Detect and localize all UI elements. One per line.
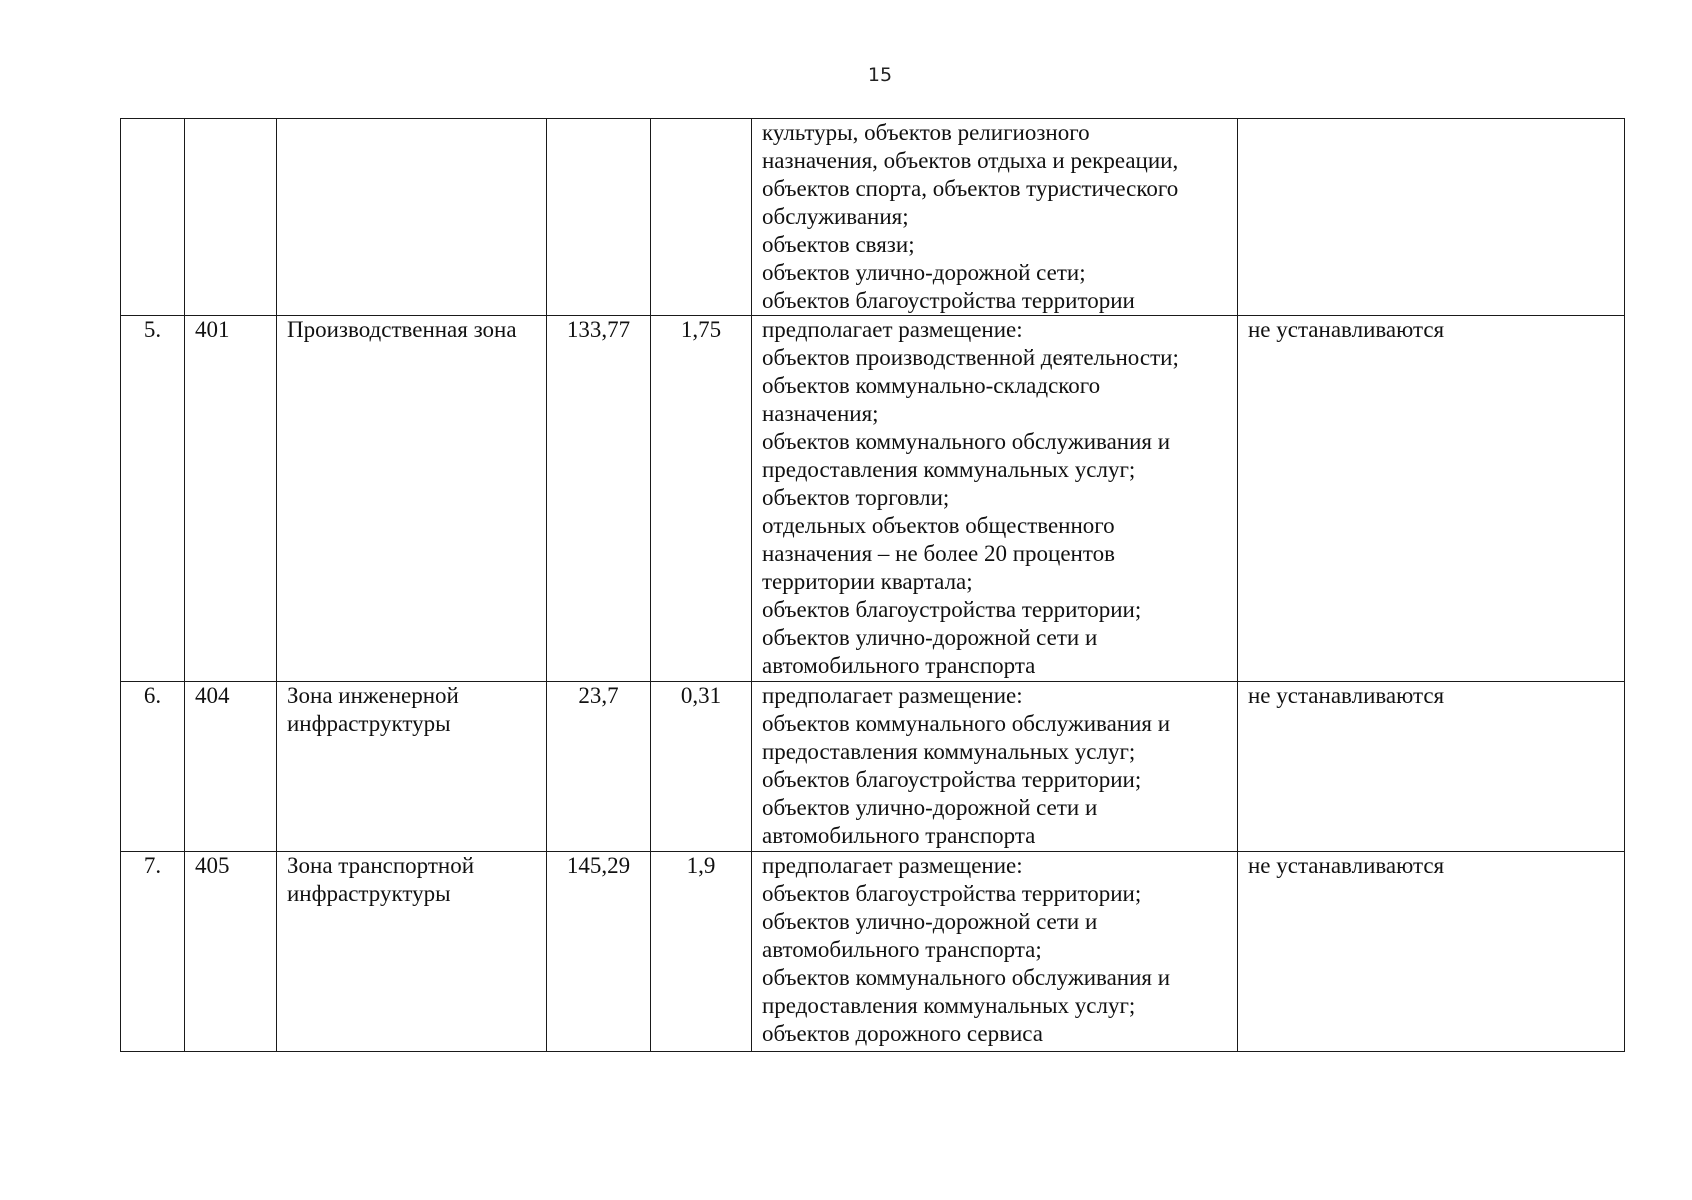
permitted-use-line: предполагает размещение: (762, 853, 1023, 878)
permitted-use-line: назначения; (762, 401, 879, 426)
permitted-uses-cell (752, 316, 1238, 682)
zone-code-cell (185, 119, 277, 316)
zone-code-cell: 404 (185, 682, 277, 852)
permitted-use-line: автомобильного транспорта; (762, 937, 1042, 962)
table-row (121, 119, 1625, 316)
area-cell: 133,77 (547, 316, 651, 682)
permitted-use-line: обслуживания; (762, 204, 909, 229)
permitted-use-line: предполагает размещение: (762, 683, 1023, 708)
restrictions-cell: не устанавливаются (1238, 852, 1625, 1052)
permitted-use-line: объектов спорта, объектов туристического (762, 176, 1179, 201)
permitted-use-line: предоставления коммунальных услуг; (762, 457, 1136, 482)
table-row (121, 852, 1625, 1052)
permitted-use-line: предоставления коммунальных услуг; (762, 739, 1136, 764)
permitted-use-line: объектов благоустройства территории; (762, 597, 1142, 622)
share-cell: 0,31 (651, 682, 752, 852)
zones-table-body (121, 119, 1625, 1052)
restrictions-cell (1238, 119, 1625, 316)
zone-code-cell: 401 (185, 316, 277, 682)
permitted-use-line: объектов коммунального обслуживания и (762, 965, 1171, 990)
permitted-use-line: предполагает размещение: (762, 317, 1023, 342)
permitted-use-line: объектов связи; (762, 232, 915, 257)
area-cell: 23,7 (547, 682, 651, 852)
permitted-uses-cell (752, 682, 1238, 852)
permitted-use-line: культуры, объектов религиозного (762, 120, 1090, 145)
zone-name-cell: Зона транспортной инфраструктуры (277, 852, 547, 1052)
page-number: 15 (867, 64, 893, 86)
permitted-use-line: назначения – не более 20 процентов (762, 541, 1115, 566)
permitted-use-line: объектов торговли; (762, 485, 950, 510)
zone-name-cell: Производственная зона (277, 316, 547, 682)
zones-table (120, 118, 1625, 1052)
zone-name-cell (277, 119, 547, 316)
share-cell: 1,75 (651, 316, 752, 682)
table-row (121, 682, 1625, 852)
permitted-use-line: объектов производственной деятельности; (762, 345, 1179, 370)
permitted-use-line: объектов благоустройства территории; (762, 767, 1142, 792)
row-number-cell: 5. (121, 316, 185, 682)
restrictions-cell: не устанавливаются (1238, 316, 1625, 682)
permitted-use-line: автомобильного транспорта (762, 653, 1036, 678)
permitted-use-line: объектов улично-дорожной сети и (762, 909, 1098, 934)
zone-name-cell: Зона инженерной инфраструктуры (277, 682, 547, 852)
permitted-use-line: объектов дорожного сервиса (762, 1021, 1043, 1046)
permitted-use-line: предоставления коммунальных услуг; (762, 993, 1136, 1018)
permitted-use-line: автомобильного транспорта (762, 823, 1036, 848)
share-cell (651, 119, 752, 316)
permitted-uses-cell (752, 119, 1238, 316)
permitted-use-line: объектов коммунального обслуживания и (762, 429, 1171, 454)
permitted-use-line: территории квартала; (762, 569, 973, 594)
permitted-use-line: объектов коммунально-складского (762, 373, 1101, 398)
row-number-cell: 7. (121, 852, 185, 1052)
permitted-use-line: объектов коммунального обслуживания и (762, 711, 1171, 736)
permitted-use-line: объектов благоустройства территории (762, 288, 1135, 313)
permitted-use-line: отдельных объектов общественного (762, 513, 1115, 538)
table-row (121, 316, 1625, 682)
row-number-cell (121, 119, 185, 316)
zone-code-cell: 405 (185, 852, 277, 1052)
share-cell: 1,9 (651, 852, 752, 1052)
restrictions-cell: не устанавливаются (1238, 682, 1625, 852)
area-cell (547, 119, 651, 316)
area-cell: 145,29 (547, 852, 651, 1052)
permitted-use-line: объектов улично-дорожной сети; (762, 260, 1086, 285)
permitted-use-line: назначения, объектов отдыха и рекреации, (762, 148, 1179, 173)
row-number-cell: 6. (121, 682, 185, 852)
permitted-uses-cell (752, 852, 1238, 1052)
permitted-use-line: объектов улично-дорожной сети и (762, 795, 1098, 820)
permitted-use-line: объектов благоустройства территории; (762, 881, 1142, 906)
permitted-use-line: объектов улично-дорожной сети и (762, 625, 1098, 650)
